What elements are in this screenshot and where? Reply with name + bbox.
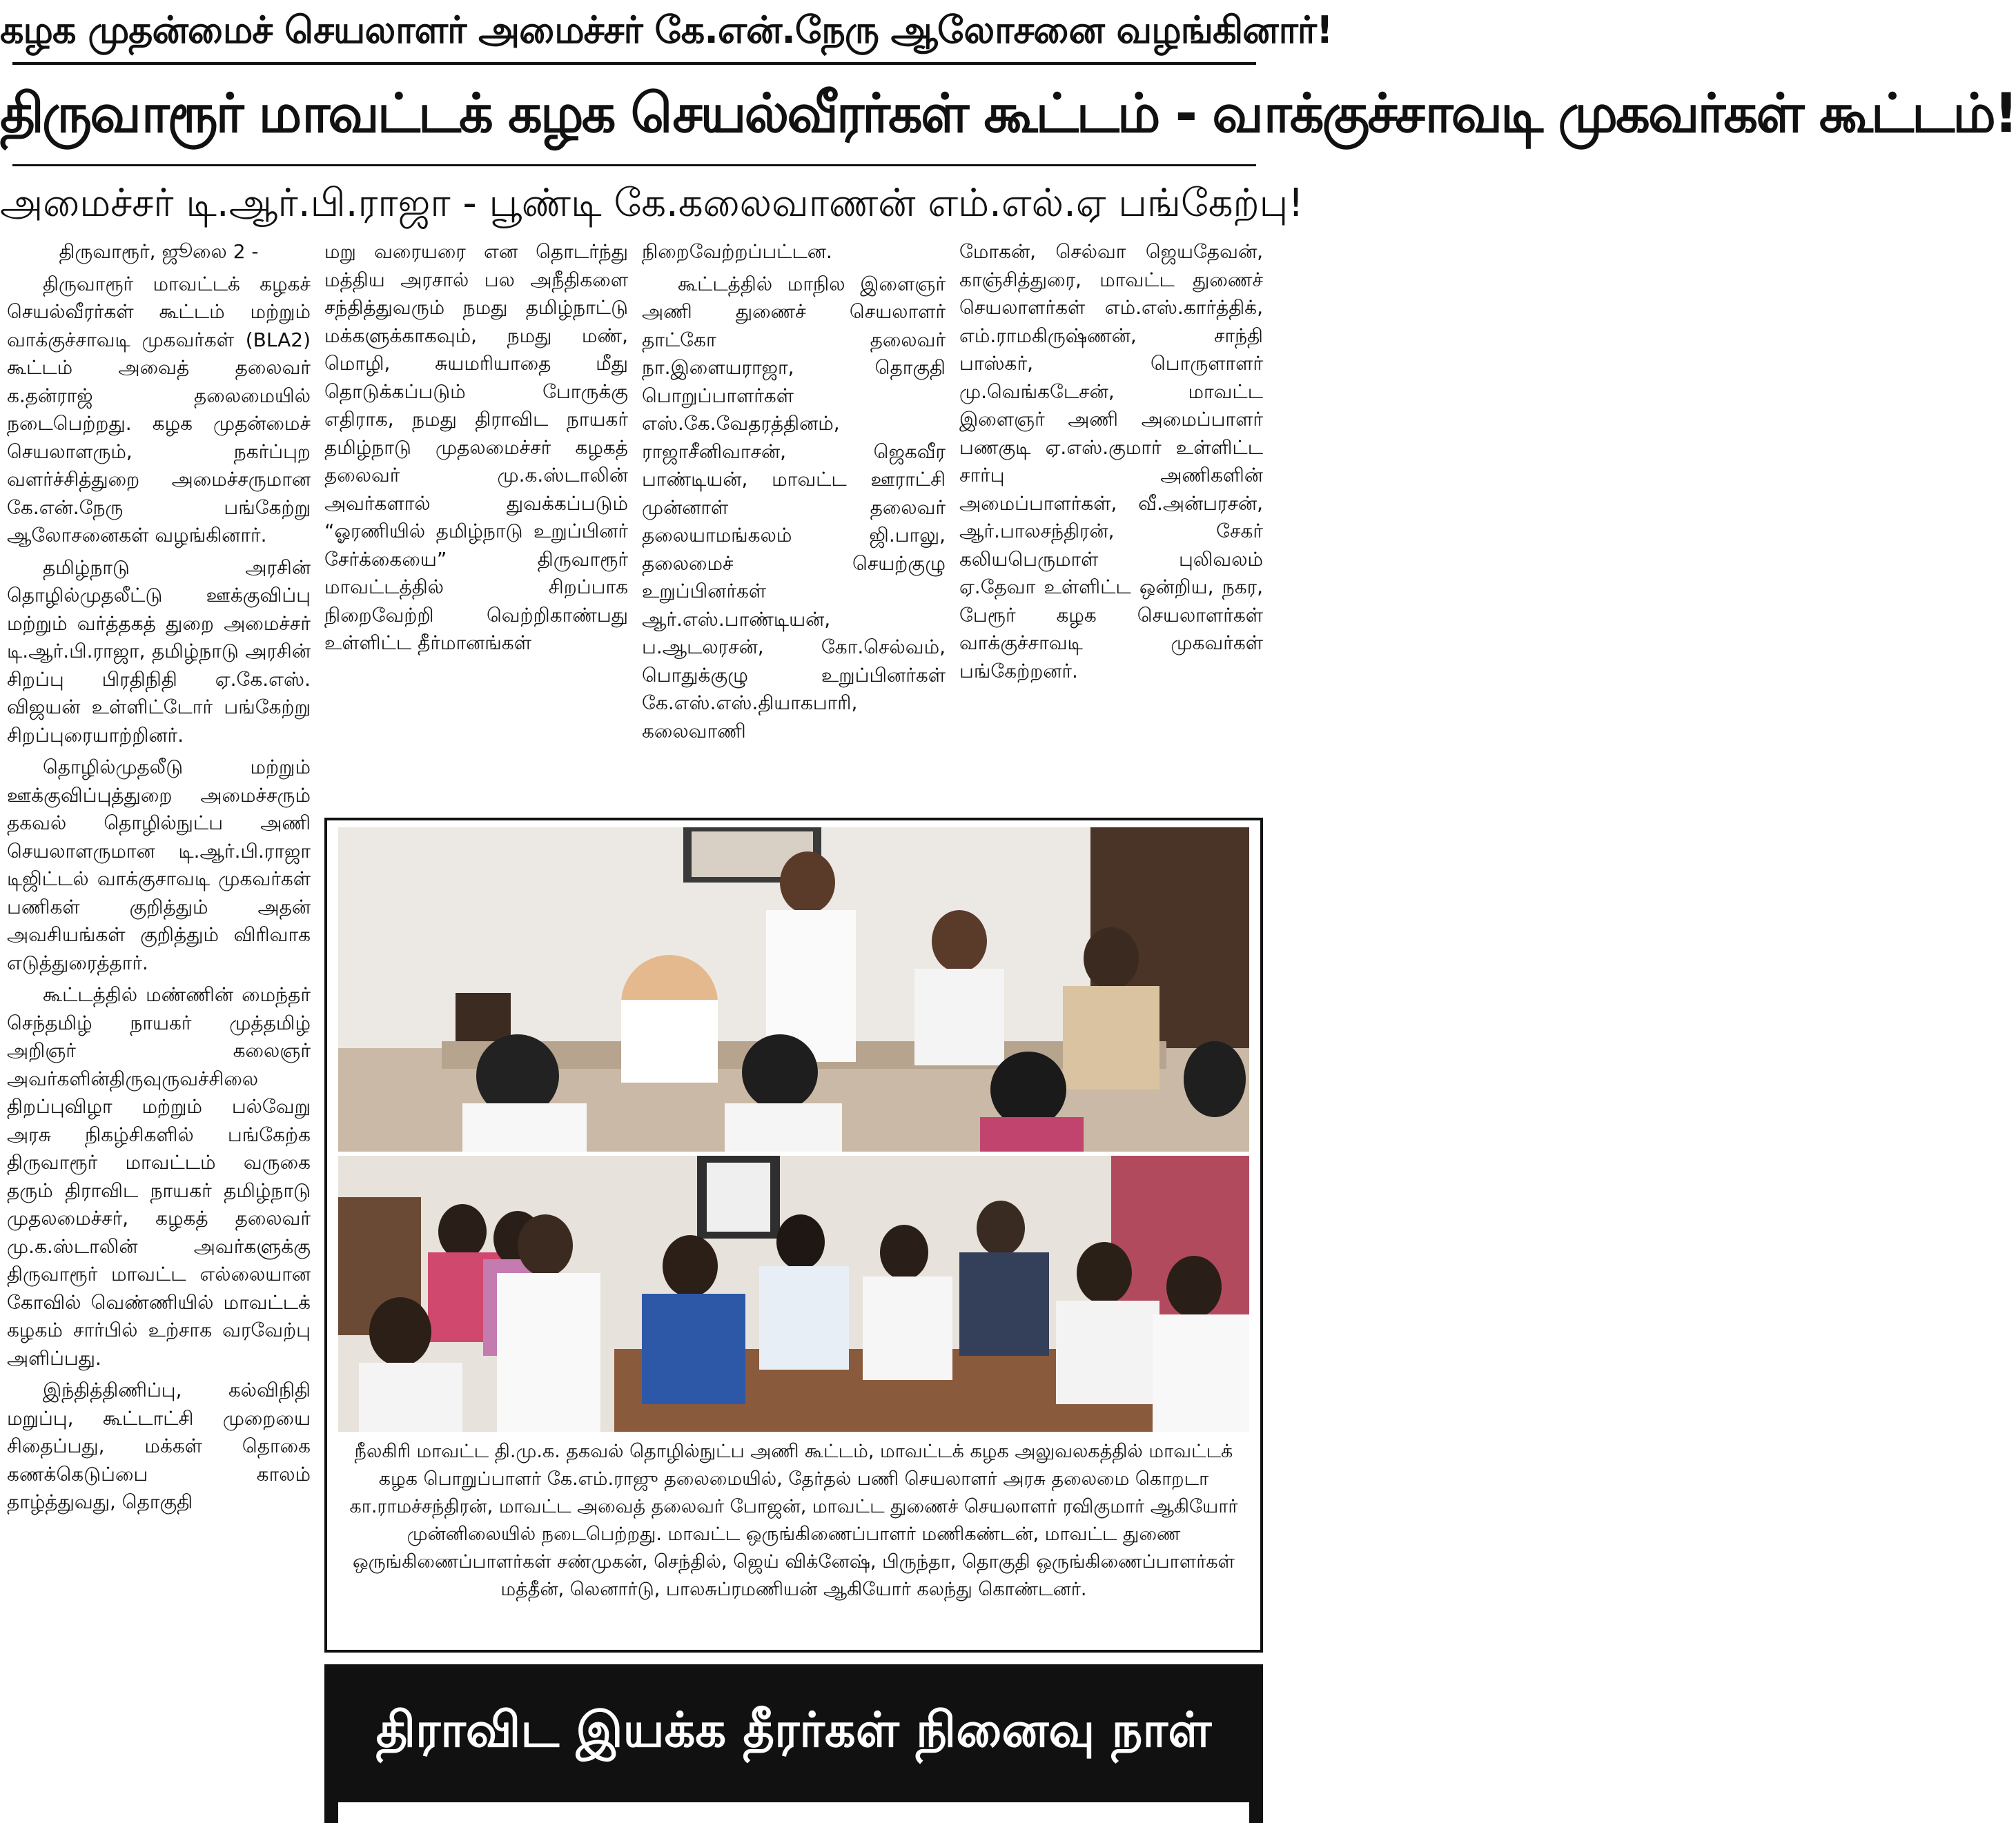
article-column-1 <box>7 238 311 1823</box>
col2-para-1: மறு வரையரை என தொடர்ந்து மத்திய அரசால் பல அநீதிகளை சந்தித்துவரும் நமது தமிழ்நாட்டு மக்களுக்காகவும், நமது மண், மொழி, சுயமரியாதை மீது தொடுக்கப்படும் போருக்கு எதிராக, நமது திராவிட நாயகர் தமிழ்நாடு முதலமைச்சர் கழகத் தலைவர் மு.க.ஸ்டாலின் அவர்களால் துவக்கப்படும் “ஓரணியில் தமிழ்நாடு உறுப்பினர் சேர்க்கையை” திருவாரூர் மாவட்டத்தில் சிறப்பாக நிறைவேற்றி வெற்றிகாண்பது உள்ளிட்ட தீர்மானங்கள் <box>324 240 628 654</box>
main-headline: திருவாரூர் மாவட்டக் கழக செயல்வீரர்கள் கூட்டம் - வாக்குச்சாவடி முகவர்கள் கூட்டம்! <box>0 83 2016 145</box>
col3-para-1: நிறைவேற்றப்பட்டன. <box>642 240 832 263</box>
article-column-3 <box>642 238 946 811</box>
sub-headline: அமைச்சர் டி.ஆர்.பி.ராஜா - பூண்டி கே.கலைவாணன் எம்.எல்.ஏ பங்கேற்பு! <box>0 181 1304 226</box>
col1-para-4: கூட்டத்தில் மண்ணின் மைந்தர் செந்தமிழ் நாயகர் முத்தமிழ் அறிஞர் கலைஞர் அவர்களின்திருவுருவச்சிலை திறப்புவிழா மற்றும் பல்வேறு அரசு நிகழ்சிகளில் பங்கேற்க திருவாரூர் மாவட்டம் வருகை தரும் திராவிட நாயகர் தமிழ்நாடு முதலமைச்சர், கழகத் தலைவர் மு.க.ஸ்டாலின் அவர்களுக்கு திருவாரூர் மாவட்ட எல்லையான கோவில் வெண்ணியில் மாவட்டக் கழகம் சார்பில் உற்சாக வரவேற்பு அளிப்பது. <box>7 983 311 1370</box>
meeting-photo-top <box>338 827 1249 1152</box>
article-column-2 <box>324 238 628 811</box>
top-rule <box>12 62 1256 65</box>
banner-inner-panel <box>338 1802 1249 1823</box>
col1-para-1: திருவாரூர் மாவட்டக் கழகச் செயல்வீரர்கள் கூட்டம் மற்றும் வாக்குச்சாவடி முகவர்கள் (BLA2) கூட்டம் அவைத் தலைவர் க.தன்ராஜ் தலைமையில் நடைபெற்றது. கழக முதன்மைச் செயலாளரும், நகர்ப்புற வளர்ச்சித்துறை அமைச்சருமான கே.என்.நேரு பங்கேற்று ஆலோசனைகள் வழங்கினார். <box>7 272 311 546</box>
col1-para-3: தொழில்முதலீடு மற்றும் ஊக்குவிப்புத்துறை அமைச்சரும் தகவல் தொழில்நுட்ப அணி செயலாளருமான டி.ஆர்.பி.ராஜா டிஜிட்டல் வாக்குசாவடி முகவர்கள் பணிகள் குறித்தும் அதன் அவசியங்கள் குறித்தும் விரிவாக எடுத்துரைத்தார். <box>7 756 311 974</box>
banner-title: திராவிட இயக்க தீரர்கள் நினைவு நாள் <box>375 1702 1212 1758</box>
col1-para-2: தமிழ்நாடு அரசின் தொழில்முதலீட்டு ஊக்குவிப்பு மற்றும் வர்த்தகத் துறை அமைச்சர் டி.ஆர்.பி.ராஜா, தமிழ்நாடு அரசின் சிறப்பு பிரதிநிதி ஏ.கே.எஸ். விஜயன் உள்ளிட்டோர் பங்கேற்று சிறப்புரையாற்றினர். <box>7 555 311 747</box>
photo-caption: நீலகிரி மாவட்ட தி.மு.க. தகவல் தொழில்நுட்ப அணி கூட்டம், மாவட்டக் கழக அலுவலகத்தில் மாவட்டக் கழக பொறுப்பாளர் கே.எம்.ராஜு தலைமையில், தேர்தல் பணி செயலாளர் அரசு தலைமை கொறடா கா.ராமச்சந்திரன், மாவட்ட அவைத் தலைவர் போஜன், மாவட்ட துணைச் செயலாளர் ரவிகுமார் ஆகியோர் முன்னிலையில் நடைபெற்றது. மாவட்ட ஒருங்கிணைப்பாளர் மணிகண்டன், மாவட்ட துணை ஒருங்கிணைப்பாளர்கள் சண்முகன், செந்தில், ஜெய் விக்னேஷ், பிருந்தா, தொகுதி ஒருங்கிணைப்பாளர்கள் மத்தீன், லெனார்டு, பாலசுப்ரமணியன் ஆகியோர் கலந்து கொண்டனர். <box>349 1441 1238 1600</box>
col1-para-5: இந்தித்திணிப்பு, கல்விநிதி மறுப்பு, கூட்டாட்சி முறையை சிதைப்பது, மக்கள் தொகை கணக்கெடுப்பை காலம் தாழ்த்துவது, தொகுதி <box>7 1379 311 1513</box>
article-column-4 <box>959 238 1263 811</box>
memorial-banner <box>324 1664 1263 1823</box>
photo-box <box>324 818 1263 1653</box>
headline-rule <box>12 164 1256 166</box>
col4-para-1: மோகன், செல்வா ஜெயதேவன், காஞ்சித்துரை, மாவட்ட துணைச் செயலாளர்கள் எம்.எஸ்.கார்த்திக், எம்.ராமகிருஷ்ணன், சாந்தி பாஸ்கர், பொருளாளர் மு.வெங்கடேசன், மாவட்ட இளைஞர் அணி அமைப்பாளர் பணகுடி ஏ.எஸ்.குமார் உள்ளிட்ட சார்பு அணிகளின் அமைப்பாளர்கள், வீ.அன்பரசன், ஆர்.பாலசந்திரன், சேகர் கலியபெருமாள் புலிவலம் ஏ.தேவா உள்ளிட்ட ஒன்றிய, நகர, பேரூர் கழக செயலாளர்கள் வாக்குச்சாவடி முகவர்கள் பங்கேற்றனர். <box>959 240 1263 682</box>
dateline: திருவாரூர், ஜூலை 2 - <box>59 240 259 263</box>
col3-para-2: கூட்டத்தில் மாநில இளைஞர் அணி துணைச் செயலாளர் தாட்கோ தலைவர் நா.இளையராஜா, தொகுதி பொறுப்பாளர்கள் எஸ்.கே.வேதரத்தினம், ராஜாசீனிவாசன், ஜெகவீர பாண்டியன், மாவட்ட ஊராட்சி முன்னாள் தலைவர் தலையாமங்கலம் ஜி.பாலு, தலைமைச் செயற்குழு உறுப்பினர்கள் ஆர்.எஸ்.பாண்டியன், ப.ஆடலரசன், கோ.செல்வம், பொதுக்குழு உறுப்பினர்கள் கே.எஸ்.எஸ்.தியாகபாரி, கலைவாணி <box>642 272 946 742</box>
meeting-photo-bottom <box>338 1156 1249 1432</box>
kicker-headline: கழக முதன்மைச் செயலாளர் அமைச்சர் கே.என்.நேரு ஆலோசனை வழங்கினார்! <box>0 8 1333 52</box>
